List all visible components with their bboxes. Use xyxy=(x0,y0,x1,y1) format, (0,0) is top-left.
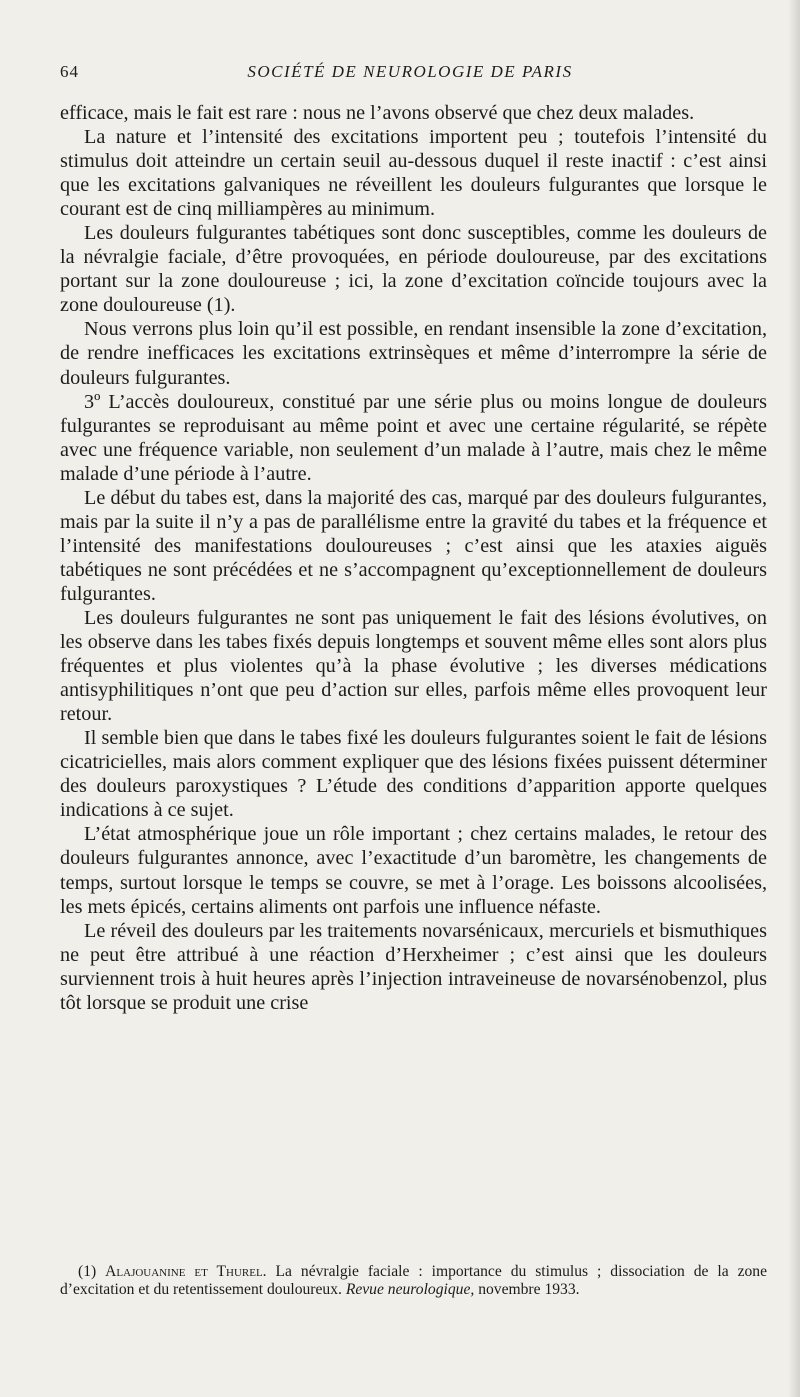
paragraph: efficace, mais le fait est rare : nous ne l’avons observé que chez deux malades. xyxy=(60,102,695,124)
footnote-authors: Alajouanine et Thurel. xyxy=(105,1263,267,1280)
footnote-text: La névralgie faciale : importance du stimulus ; dissociation de la zone d’excitation et du retentissement douloureux. xyxy=(60,1263,768,1298)
paragraph: Il semble bien que dans le tabes fixé les douleurs fulgurantes soient le fait de lésions cicatricielles, mais alors comment expliquer que des lésions fixées puissent déterminer des douleurs paroxystiques ? L’étude des conditions d’apparition apporte quelques indications à ce sujet. xyxy=(60,727,767,822)
paragraph: Nous verrons plus loin qu’il est possible, en rendant insensible la zone d’excitation, de rendre inefficaces les excitations extrinsèques et même d’interrompre la série de douleurs fulgurantes. xyxy=(60,318,767,389)
page-number: 64 xyxy=(60,62,79,81)
running-title: SOCIÉTÉ DE NEUROLOGIE DE PARIS xyxy=(247,62,573,81)
paragraph: Les douleurs fulgurantes ne sont pas uniquement le fait des lésions évolutives, on les observe dans les tabes fixés depuis longtemps et souvent même elles sont alors plus fréquentes et plus violentes qu’à la phase évolutive ; les diverses médications antisyphilitiques n’ont que peu d’action sur elles, parfois même elles provoquent leur retour. xyxy=(60,606,767,726)
footnote xyxy=(60,1263,767,1298)
paragraph: L’état atmosphérique joue un rôle important ; chez certains malades, le retour des douleurs fulgurantes annonce, avec l’exactitude d’un baromètre, les changements de temps, surtout lorsque le temps se couvre, se met à l’orage. Les boissons alcoolisées, les mets épicés, certains aliments ont parfois une influence néfaste. xyxy=(60,823,767,918)
footnote-marker: (1) xyxy=(78,1263,97,1280)
paragraph: Les douleurs fulgurantes tabétiques sont donc susceptibles, comme les douleurs de la névralgie faciale, d’être provoquées, en période douloureuse, par des excitations portant sur la zone douloureuse ; ici, la zone d’excitation coïncide toujours avec la zone douloureuse (1). xyxy=(60,222,767,317)
paragraph: Le réveil des douleurs par les traitements novarsénicaux, mercuriels et bismuthiques ne peut être attribué à une réaction d’Herxheimer ; c’est ainsi que les douleurs surviennent trois à huit heures après l’injection intraveineuse de novarsénobenzol, plus tôt lorsque se produit une crise xyxy=(60,919,767,1014)
page-edge-shadow xyxy=(788,0,800,1397)
footnotes xyxy=(60,1263,767,1298)
footnote-date: novembre 1933. xyxy=(478,1280,580,1298)
page-header xyxy=(60,62,760,90)
paragraph: La nature et l’intensité des excitations importent peu ; toutefois l’intensité du stimulus doit atteindre un certain seuil au-dessous duquel il reste inactif : c’est ainsi que les excitations galvaniques ne réveillent les douleurs fulgurantes que lorsque le courant est de cinq milliampères au minimum. xyxy=(60,126,767,221)
body-text xyxy=(60,101,767,1015)
paragraph: Le début du tabes est, dans la majorité des cas, marqué par des douleurs fulgurantes, mais par la suite il n’y a pas de parallélisme entre la gravité du tabes et la fréquence et l’intensité des manifestations douloureuses ; c’est ainsi que les ataxies aiguës tabétiques ne sont précédées et ne s’accompagnent qu’exceptionnellement de douleurs fulgurantes. xyxy=(60,486,767,605)
paragraph: 3º L’accès douloureux, constitué par une série plus ou moins longue de douleurs fulgurantes se reproduisant au même point et avec une certaine régularité, se répète avec une fréquence variable, non seulement d’un malade à l’autre, mais chez le même malade d’une période à l’autre. xyxy=(60,390,767,485)
footnote-journal: Revue neurologique, xyxy=(345,1280,475,1298)
